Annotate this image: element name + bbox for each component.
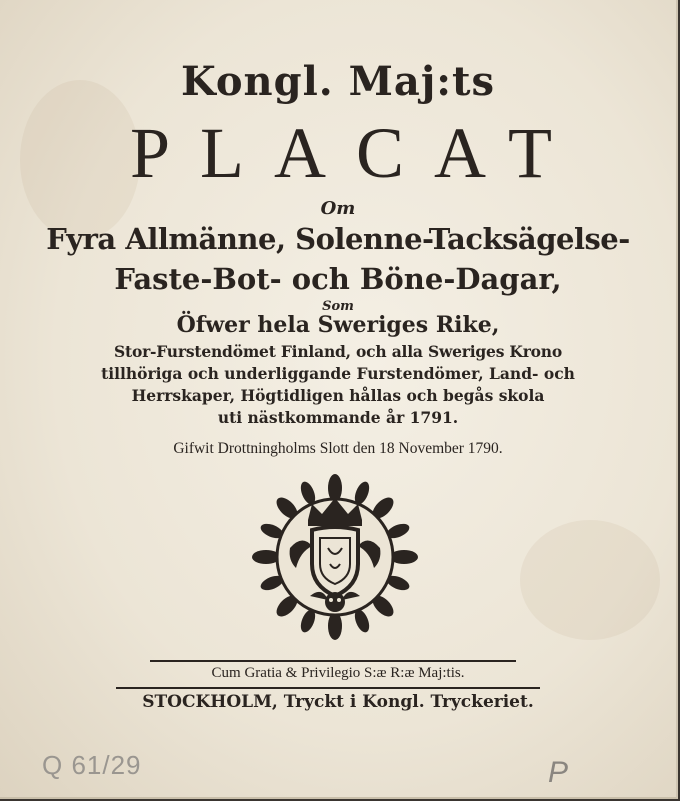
royal-crest-icon bbox=[250, 468, 420, 646]
handwritten-mark: P bbox=[548, 756, 569, 789]
subtitle-line-1: Fyra Allmänne, Solenne-Tacksägelse- bbox=[46, 222, 630, 256]
date-line: Gifwit Drottningholms Slott den 18 November 1790. bbox=[173, 440, 503, 457]
body-line-4: uti nästkommande år 1791. bbox=[217, 408, 459, 427]
text-om: Om bbox=[320, 198, 356, 219]
body-line-1: Stor-Furstendömet Finland, och alla Sweriges Krono bbox=[113, 342, 563, 361]
text-som: Som bbox=[322, 299, 354, 314]
title-placat: PLACAT bbox=[129, 113, 583, 193]
handwritten-catalog-number: Q 61/29 bbox=[42, 750, 142, 780]
divider-top bbox=[150, 660, 516, 662]
subtitle-line-2: Faste-Bot- och Böne-Dagar, bbox=[114, 262, 562, 296]
paper-stain bbox=[520, 520, 660, 640]
body-line-3: Herrskaper, Högtidligen hållas och begås skola bbox=[131, 386, 545, 405]
divider-bottom bbox=[116, 687, 540, 689]
imprint-line: STOCKHOLM, Tryckt i Kongl. Tryckeriet. bbox=[142, 692, 534, 712]
privilege-line: Cum Gratia & Privilegio S:æ R:æ Maj:tis. bbox=[211, 665, 465, 681]
title-kongl-majts: Kongl. Maj:ts bbox=[180, 58, 496, 105]
subtitle-line-3: Öfwer hela Sweriges Rike, bbox=[176, 312, 500, 338]
body-line-2: tillhöriga och underliggande Furstendömer, Land- och bbox=[101, 364, 575, 383]
